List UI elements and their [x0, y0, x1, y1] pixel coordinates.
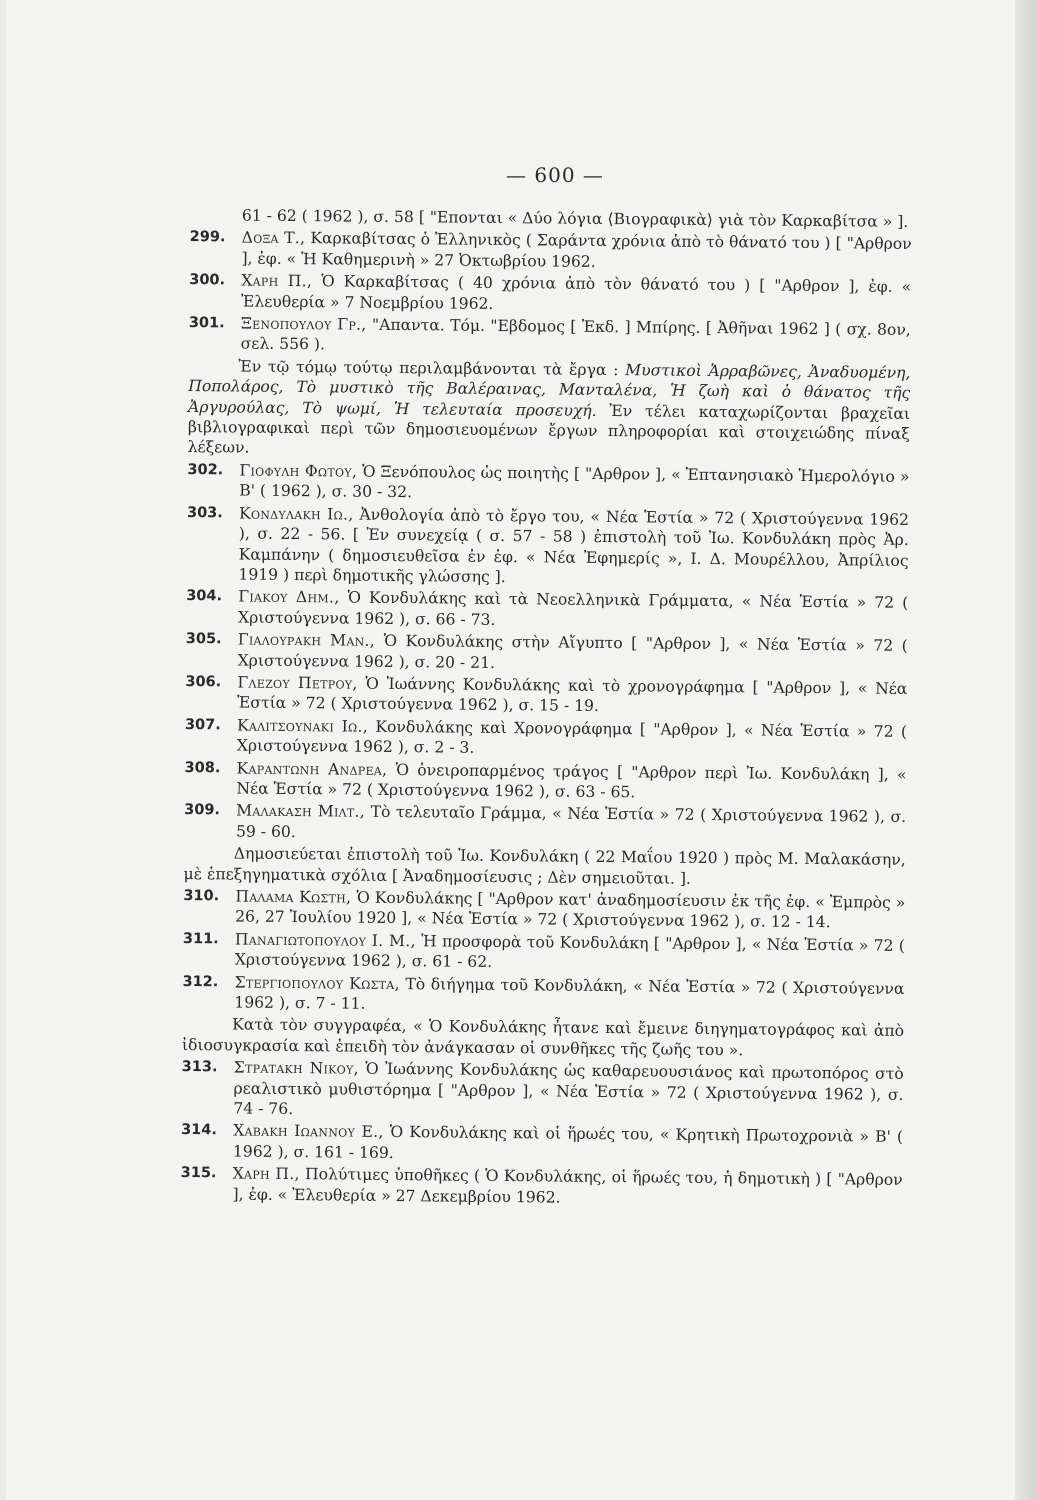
works-list: Μυστικοὶ Ἀρραβῶνες, Ἀναδυομένη, Ποπολάρος, Τὸ μυστικὸ τῆς Βαλέραινας, Μανταλένα, Ἡ ζωὴ καὶ ὁ θάνατος τῆς Ἀργυρούλας, Τὸ ψωμί, Ἡ τελευταία προσευχή. — [187, 361, 911, 420]
entry-author: Γλεζου Πετρου, — [237, 673, 358, 693]
entry-text: Τὸ τελευταῖο Γράμμα, « Νέα Ἑστία » 72 ( Χριστούγεννα 1962 ), σ. 59 - 60. — [235, 803, 907, 841]
entry-text: "Απαντα. Τόμ. "Εβδομος [ Ἐκδ. ] Μπίρης. [ Ἀθῆναι 1962 ] ( σχ. 8ον, σελ. 556 ). — [240, 315, 911, 354]
entry-text: Ἡ προσφορὰ τοῦ Κονδυλάκη [ "Αρθρον ], « Νέα Ἑστία » 72 ( Χριστούγεννα 1962 ), σ. 61 - 62. — [234, 932, 906, 972]
bibliography-entry-302 — [187, 460, 909, 508]
entry-number: 299. — [189, 229, 226, 246]
bibliography-continuation: 61 - 62 ( 1962 ), σ. 58 [ "Επονται « Δύο λόγια ⟨Βιογραφικὰ⟩ γιὰ τὸν Καρκαβίτσα » ]. — [241, 206, 909, 231]
bibliography-entry-308 — [184, 758, 906, 806]
entry-author: Γιοφυλη Φωτου, — [239, 461, 358, 481]
entry-number: 302. — [187, 461, 224, 479]
entry-number: 314. — [181, 1122, 217, 1139]
entry-text: Ὁ Κονδυλάκης καὶ τὰ Νεοελληνικὰ Γράμματα, « Νέα Ἑστία » 72 ( Χριστούγεννα 1962 ), σ. 66 - 73. — [237, 588, 909, 629]
entry-text: Ὁ Ἰωάννης Κονδυλάκης ὡς καθαρευουσιάνος καὶ πρωτοπόρος στὸ ρεαλιστικὸ μυθιστόρημα [ "Αρθρον ], « Νέα Ἑστία » 72 ( Χριστούγεννα 1962 ), σ. 74 - 76. — [233, 1059, 904, 1119]
entry-text: Ὁ Ἰωάννης Κονδυλάκης καὶ τὸ χρονογράφημα [ "Αρθρον ], « Νέα Ἑστία » 72 ( Χριστούγεννα 1962 ), σ. 15 - 19. — [237, 674, 908, 716]
bibliography-entry-301 — [189, 313, 911, 361]
page-left-edge — [0, 0, 6, 1500]
entry-author: Ξενοπουλου Γρ., — [240, 314, 367, 334]
page-right-edge — [1015, 0, 1037, 1500]
bibliography-entry-315 — [180, 1163, 902, 1211]
annotation-paragraph: Ἐν τῷ τόμῳ τούτῳ περιλαμβάνονται τὰ ἔργα : Μυστικοὶ Ἀρραβῶνες, Ἀναδυομένη, Ποπολάρος, Τὸ μυστικὸ τῆς Βαλέραινας, Μανταλένα, Ἡ ζωὴ καὶ ὁ θάνατος τῆς Ἀργυρούλας, Τὸ ψωμί, Ἡ τελευταία προσευχή. Ἐν τέλει καταχωρίζονται βραχεῖαι βιβλιογραφικαὶ περὶ τῶν δημοσιευομένων ἔργων πληροφορίαι καὶ στοιχειώδης πίναξ λέξεων. — [187, 357, 911, 458]
bibliography-entry-313 — [181, 1057, 904, 1125]
entry-number: 312. — [182, 973, 219, 990]
entry-text: Τὸ διήγημα τοῦ Κονδυλάκη, « Νέα Ἑστία » 72 ( Χριστούγεννα 1962 ), σ. 7 - 11. — [234, 974, 905, 1013]
entry-author: Παναγιωτοπουλου Ι. Μ., — [234, 930, 416, 951]
entry-author: Χαρη Π., — [232, 1164, 300, 1184]
entry-author: Στεργιοπουλου Κωστα, — [234, 973, 400, 993]
bibliography-list — [180, 205, 912, 1213]
entry-text: Ὁ Κονδυλάκης καὶ οἱ ἥρωές του, « Κρητικὴ Πρωτοχρονιὰ » Β' ( 1962 ), σ. 161 - 169. — [232, 1123, 904, 1162]
bibliography-entry-305 — [186, 629, 908, 677]
entry-number: 313. — [181, 1059, 218, 1076]
entry-author: Χαβακη Ιωαννου Ε., — [233, 1121, 384, 1142]
entry-text: Ὁ Κονδυλάκης στὴν Αἴγυπτο [ "Αρθρον ], « Νέα Ἑστία » 72 ( Χριστούγεννα 1962 ), σ. 20 - 21. — [237, 632, 908, 672]
entry-author: Δοξα Τ., — [241, 228, 306, 248]
bibliography-entry-303 — [186, 503, 909, 592]
entry-text: Καρκαβίτσας ὁ Ἑλληνικὸς ( Σαράντα χρόνια ἀπὸ τὸ θάνατό του ) [ "Αρθρον ], ἐφ. « Ἡ Καθημερινὴ » 27 Ὀκτωβρίου 1962. — [241, 229, 912, 271]
entry-author: Καραντωνη Ανδρεα, — [236, 759, 388, 779]
entry-author: Μαλακαση Μιλτ., — [236, 801, 366, 822]
entry-author: Γιαλουρακη Μαν., — [237, 630, 376, 650]
page-number: — 600 — — [506, 163, 604, 187]
entry-text: Ὁ Καρκαβίτσας ( 40 χρόνια ἀπὸ τὸν θάνατό του ) [ "Αρθρον ], ἐφ. « Ἐλευθερία » 7 Νοεμβρίου 1962. — [240, 272, 912, 313]
entry-number: 315. — [180, 1165, 217, 1182]
bibliography-entry-309 — [184, 800, 906, 848]
bibliography-entry-310 — [183, 886, 905, 934]
bibliography-entry-299 — [189, 227, 911, 275]
bibliography-entry-311 — [183, 929, 905, 977]
entry-number: 304. — [186, 588, 223, 605]
entry-number: 305. — [185, 631, 222, 648]
entry-number: 300. — [189, 272, 226, 289]
entry-text: Ὁ Κονδυλάκης [ "Αρθρον κατ' ἀναδημοσίευσιν ἐκ τῆς ἐφ. « Ἐμπρὸς » 26, 27 Ἰουλίου 1920 ], « Νέα Ἑστία » 72 ( Χριστούγεννα 1962 ), σ. 12 - 14. — [235, 888, 906, 932]
entry-number: 306. — [185, 673, 222, 691]
entry-author: Καλιτσουνακι Ιω., — [236, 716, 369, 736]
bibliography-entry-312 — [182, 972, 904, 1020]
bibliography-entry-307 — [185, 715, 907, 763]
bibliography-entry-306 — [185, 672, 907, 720]
entry-number: 301. — [188, 315, 225, 332]
entry-number: 308. — [184, 759, 221, 776]
entry-text: Ἀνθολογία ἀπὸ τὸ ἔργο του, « Νέα Ἑστία » 72 ( Χριστούγεννα 1962 ), σ. 22 - 56. [ Ἐν συνεχείᾳ ( σ. 57 - 58 ) ἐπιστολὴ τοῦ Ἰω. Κονδυλάκη πρὸς Ἀρ. Καμπάνην ( δημοσιευθεῖσα ἐν ἐφ. « Νέα Ἐφημερίς », Ι. Δ. Μουρέλλου, Ἀπρίλιος 1919 ) περὶ δημοτικῆς γλώσσης ]. — [238, 505, 910, 586]
entry-number: 310. — [183, 887, 220, 905]
annotation-paragraph: Κατὰ τὸν συγγραφέα, « Ὁ Κονδυλάκης ἦτανε καὶ ἔμεινε διηγηματογράφος καὶ ἀπὸ ἰδιοσυγκρασία καὶ ἐπειδὴ τὸν ἀνάγκασαν οἱ συνθῆκες τῆς ζωῆς του ». — [181, 1015, 905, 1060]
entry-number: 303. — [186, 504, 223, 522]
entry-number: 311. — [182, 930, 219, 948]
entry-text: Κονδυλάκης καὶ Χρονογράφημα [ "Αρθρον ], « Νέα Ἑστία » 72 ( Χριστούγεννα 1962 ), σ. 2 - 3. — [236, 717, 908, 757]
entry-text: Ὁ Ξενόπουλος ὡς ποιητὴς [ "Αρθρον ], « Ἑπτανησιακὸ Ἡμερολόγιο » Β' ( 1962 ), σ. 30 - 32. — [239, 462, 910, 502]
entry-author: Χαρη Π., — [241, 271, 313, 291]
entry-text: Πολύτιμες ὑποθῆκες ( Ὁ Κονδυλάκης, οἱ ἥρωές του, ἡ δημοτικὴ ) [ "Αρθρον ], ἐφ. « Ἐλευθερία » 27 Δεκεμβρίου 1962. — [232, 1165, 903, 1207]
annotation-paragraph: Δημοσιεύεται ἐπιστολὴ τοῦ Ἰω. Κονδυλάκη ( 22 Μαΐου 1920 ) πρὸς Μ. Μαλακάσην, μὲ ἐπεξηγηματικὰ σχόλια [ Ἀναδημοσίευσις ; Δὲν σημειοῦται. ]. — [183, 844, 906, 888]
entry-text: Ὁ ὀνειροπαρμένος τράγος [ "Αρθρον περὶ Ἰω. Κονδυλάκη ], « Νέα Ἑστία » 72 ( Χριστούγεννα 1962 ), σ. 63 - 65. — [236, 760, 907, 802]
entry-author: Στρατακη Νικου, — [233, 1058, 359, 1078]
entry-author: Κονδυλακη Ιω., — [238, 504, 354, 524]
entry-author: Γιακου Δημ., — [238, 587, 340, 607]
bibliography-entry-314 — [181, 1120, 903, 1168]
entry-number: 309. — [184, 802, 221, 819]
entry-number: 307. — [184, 716, 221, 734]
entry-author: Παλαμα Κωστη, — [235, 887, 352, 907]
bibliography-entry-300 — [189, 270, 911, 318]
bibliography-entry-304 — [186, 586, 908, 634]
